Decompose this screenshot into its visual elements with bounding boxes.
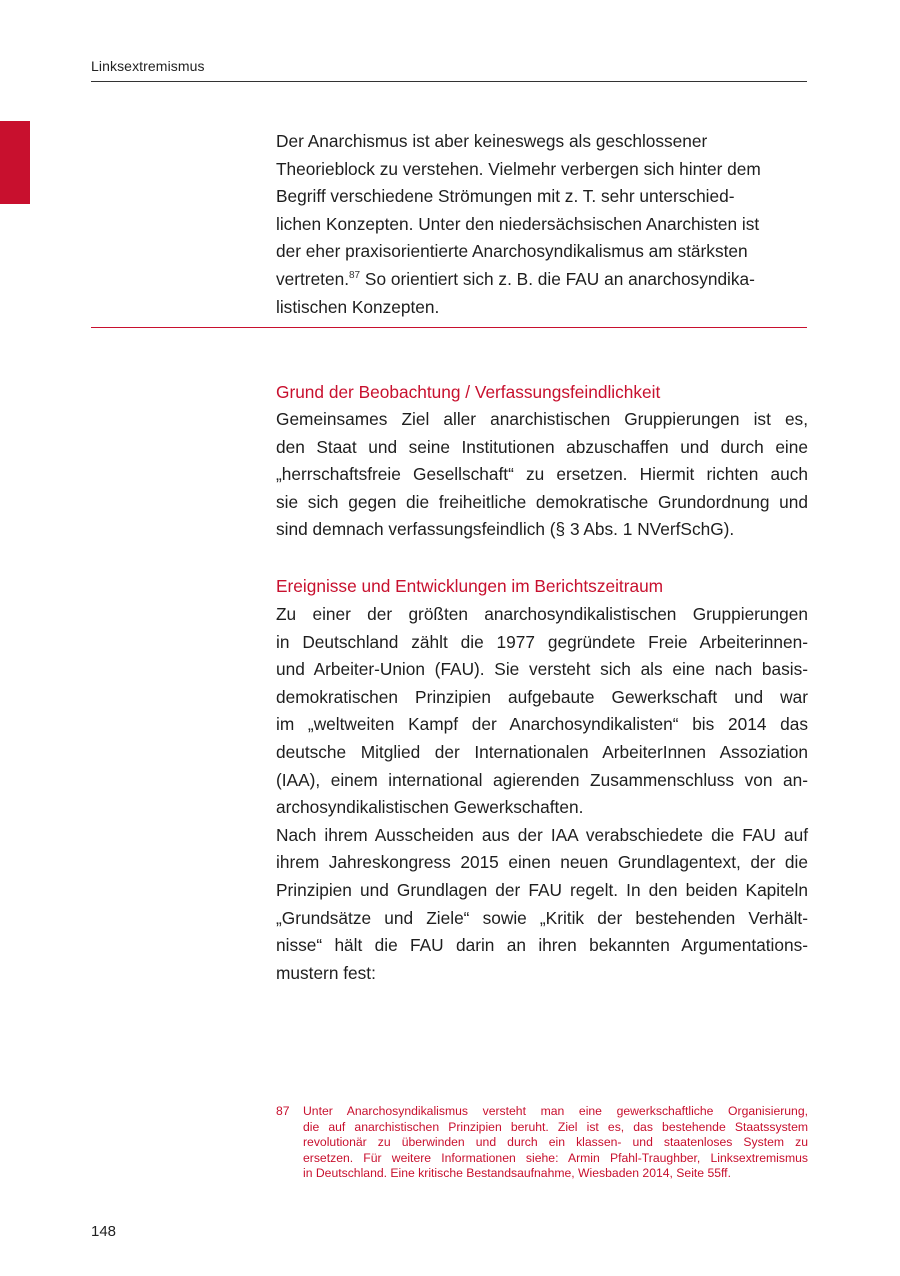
running-header: Linksextremismus <box>91 58 205 74</box>
section2-line: in Deutschland zählt die 1977 gegründete Freie Arbeiterinnen- <box>276 631 808 652</box>
intro-line: Der Anarchismus ist aber keineswegs als geschlossener <box>276 131 708 151</box>
intro-line: Theorieblock zu verstehen. Vielmehr verbergen sich hinter dem <box>276 158 761 179</box>
intro-line: der eher praxisorientierte Anarchosyndikalismus am stärksten <box>276 241 748 262</box>
section2-line: nisse“ hält die FAU darin an ihren bekannten Argumentations- <box>276 935 808 956</box>
section2-line: ihrem Jahreskongress 2015 einen neuen Grundlagentext, der die <box>276 852 808 873</box>
section2-line: Nach ihrem Ausscheiden aus der IAA verabschiedete die FAU auf <box>276 824 808 845</box>
section1-line: „herrschaftsfreie Gesellschaft“ zu ersetzen. Hiermit richten auch <box>276 464 808 485</box>
intro-line <box>276 266 808 294</box>
footnote-line: revolutionär zu überwinden und durch ein klassen- und staatenloses System zu <box>303 1135 808 1149</box>
intro-line6-text-after: So orientiert sich z. B. die FAU an anarchosyndika- <box>360 268 755 289</box>
intro-paragraph <box>276 128 808 321</box>
section2-line: Prinzipien und Grundlagen der FAU regelt. In den beiden Kapiteln <box>276 879 808 900</box>
page-number: 148 <box>91 1223 117 1240</box>
footnote-line: Unter Anarchosyndikalismus versteht man eine gewerkschaftliche Organisierung, <box>303 1104 808 1118</box>
section2-line: Zu einer der größten anarchosyndikalistischen Gruppierungen <box>276 604 808 624</box>
footnote-number: 87 <box>276 1104 290 1118</box>
section2-paragraph-1 <box>276 601 808 987</box>
section2-line: mustern fest: <box>276 962 376 983</box>
section1-line: sind demnach verfassungsfeindlich (§ 3 Abs. 1 NVerfSchG). <box>276 519 735 540</box>
footnote-text <box>303 1104 808 1182</box>
footnote <box>276 1104 808 1182</box>
footnote-line: die auf anarchistischen Prinzipien beruht. Ziel ist es, das bestehende Staatssystem <box>303 1119 808 1134</box>
footnote-line: ersetzen. Für weitere Informationen siehe: Armin Pfahl-Traughber, Linksextremismus <box>303 1150 808 1165</box>
intro-line6-text: vertreten. <box>276 268 349 289</box>
section2-line: demokratischen Prinzipien aufgebaute Gewerkschaft und war <box>276 686 808 707</box>
header-rule <box>91 81 807 82</box>
section2-line: und Arbeiter-Union (FAU). Sie versteht sich als eine nach basis- <box>276 659 808 680</box>
section1-paragraph <box>276 406 808 544</box>
footnote-line: in Deutschland. Eine kritische Bestandsaufnahme, Wiesbaden 2014, Seite 55ff. <box>303 1166 731 1180</box>
intro-line: listischen Konzepten. <box>276 296 440 317</box>
section2-line: im „weltweiten Kampf der Anarchosyndikalisten“ bis 2014 das <box>276 714 808 735</box>
section-heading-ereignisse: Ereignisse und Entwicklungen im Berichtszeitraum <box>276 576 664 596</box>
section1-line: den Staat und seine Institutionen abzuschaffen und durch eine <box>276 436 808 457</box>
footnote-reference[interactable]: 87 <box>349 269 361 281</box>
section2-line: (IAA), einem international agierenden Zusammenschluss von an- <box>276 769 808 790</box>
section2-line: „Grundsätze und Ziele“ sowie „Kritik der bestehenden Verhält- <box>276 907 808 928</box>
intro-line: lichen Konzepten. Unter den niedersächsischen Anarchisten ist <box>276 213 760 234</box>
section1-line: Gemeinsames Ziel aller anarchistischen Gruppierungen ist es, <box>276 409 808 429</box>
section-heading-grund: Grund der Beobachtung / Verfassungsfeindlichkeit <box>276 382 661 402</box>
chapter-marker-tab <box>0 121 30 204</box>
intro-line: Begriff verschiedene Strömungen mit z. T. sehr unterschied- <box>276 186 735 207</box>
section2-line: deutsche Mitglied der Internationalen ArbeiterInnen Assoziation <box>276 741 808 762</box>
section2-line: archosyndikalistischen Gewerkschaften. <box>276 797 584 818</box>
section1-line: sie sich gegen die freiheitliche demokratische Grundordnung und <box>276 491 808 512</box>
section-divider <box>91 327 807 328</box>
